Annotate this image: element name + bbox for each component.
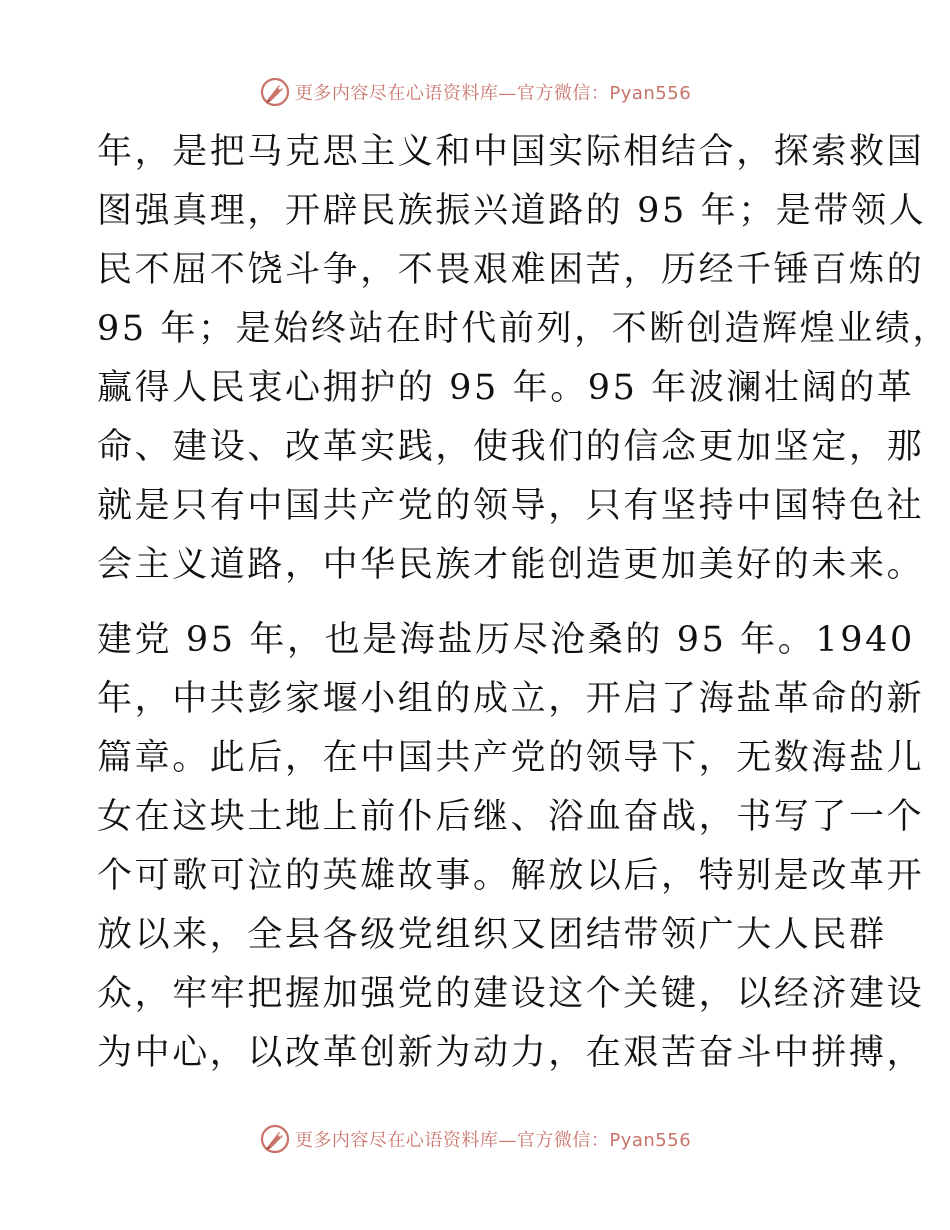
document-body [97,123,950,1083]
text-line: 众，牢牢把握加强党的建设这个关键，以经济建设 [97,974,925,1014]
text-line: 就是只有中国共产党的领导，只有坚持中国特色社 [97,486,925,526]
pen-nib-logo-icon [259,76,291,108]
text-line: 年，中共彭家堰小组的成立，开启了海盐革命的新 [97,679,925,719]
text-line: 图强真理，开辟民族振兴道路的 95 年；是带领人 [97,191,927,231]
pen-nib-logo-icon [259,1123,291,1155]
text-line: 女在这块土地上前仆后继、浴血奋战，书写了一个 [97,797,925,837]
text-line: 会主义道路，中华民族才能创造更加美好的未来。 [97,545,925,585]
watermark-wechat-id: Pyan556 [609,1130,692,1151]
watermark-text: 更多内容尽在心语资料库—官方微信：Pyan556 [294,1130,692,1151]
text-line: 建党 95 年，也是海盐历尽沧桑的 95 年。1940 [97,620,915,660]
text-line: 年，是把马克思主义和中国实际相结合，探索救国 [97,132,925,172]
footer-watermark [0,1119,950,1159]
watermark-text: 更多内容尽在心语资料库—官方微信：Pyan556 [294,83,692,104]
text-line: 95 年；是始终站在时代前列，不断创造辉煌业绩， [97,309,950,349]
paragraph-1 [97,123,950,595]
text-line: 民不屈不饶斗争，不畏艰难困苦，历经千锤百炼的 [97,250,925,290]
paragraph-gap [97,595,857,611]
watermark-wechat-id: Pyan556 [609,83,692,104]
header-watermark [0,72,950,112]
text-line: 放以来，全县各级党组织又团结带领广大人民群 [97,915,887,955]
text-line: 命、建设、改革实践，使我们的信念更加坚定，那 [97,427,925,467]
text-line: 为中心，以改革创新为动力，在艰苦奋斗中拼搏， [97,1033,925,1073]
text-line: 赢得人民衷心拥护的 95 年。95 年波澜壮阔的革 [97,368,915,408]
text-line: 篇章。此后，在中国共产党的领导下，无数海盐儿 [97,738,925,778]
paragraph-2 [97,611,925,1083]
text-line: 个可歌可泣的英雄故事。解放以后，特别是改革开 [97,856,925,896]
